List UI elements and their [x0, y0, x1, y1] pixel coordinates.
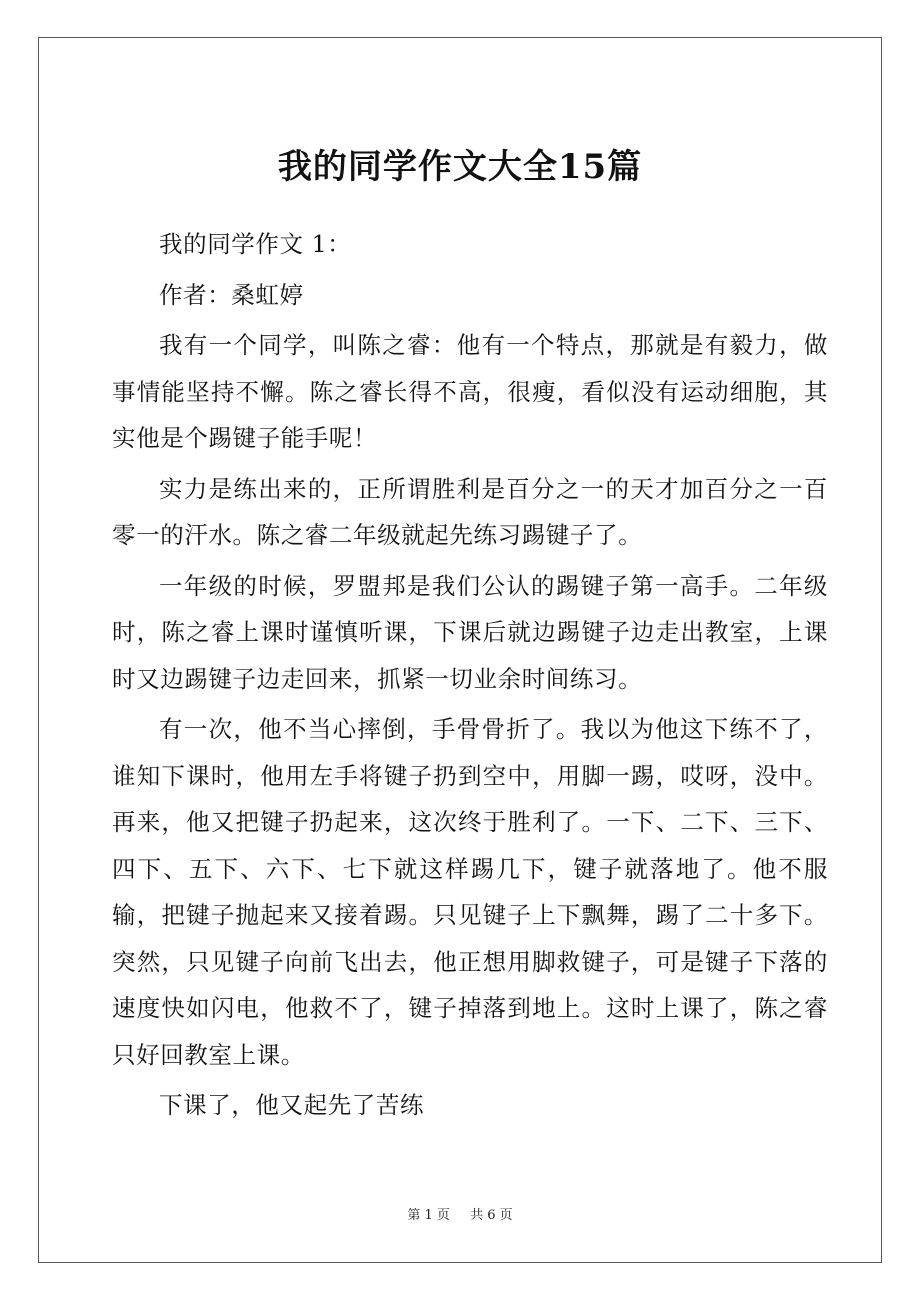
paragraph: 作者：桑虹婷 — [159, 280, 304, 309]
page-footer — [0, 1207, 920, 1225]
paragraph: 有一次，他不当心摔倒，手骨骨折了。我以为他这下练不了，谁知下课时，他用左手将键子扔到空中，用脚一踢，哎呀，没中。再来，他又把键子扔起来，这次终于胜利了。一下、二下、三下、四下、五下、六下、七下就这样踢几下，键子就落地了。他不服输，把键子抛起来又接着踢。只见键子上下飘舞，踢了二十多下。突然，只见键子向前飞出去，他正想用脚救键子，可是键子下落的速度快如闪电，他救不了，键子掉落到地上。这时上课了，陈之睿只好回教室上课。 — [112, 715, 828, 1069]
paragraph: 下课了，他又起先了苦练 — [159, 1091, 425, 1119]
document-body — [112, 221, 828, 1133]
page-number: 第 1 页 — [407, 1208, 450, 1223]
paragraph: 我有一个同学，叫陈之睿：他有一个特点，那就是有毅力，做事情能坚持不懈。陈之睿长得不高，很瘦，看似没有运动细胞，其实他是个踢键子能手呢！ — [112, 331, 828, 452]
page-total: 共 6 页 — [470, 1208, 513, 1223]
paragraph: 一年级的时候，罗盟邦是我们公认的踢键子第一高手。二年级时，陈之睿上课时谨慎听课，下课后就边踢键子边走出教室，上课时又边踢键子边走回来，抓紧一切业余时间练习。 — [112, 571, 828, 693]
paragraph: 我的同学作文 1： — [159, 230, 352, 258]
paragraph: 实力是练出来的，正所谓胜利是百分之一的天才加百分之一百零一的汗水。陈之睿二年级就起先练习踢键子了。 — [112, 474, 828, 549]
document-title: 我的同学作文大全15篇 — [277, 147, 643, 187]
